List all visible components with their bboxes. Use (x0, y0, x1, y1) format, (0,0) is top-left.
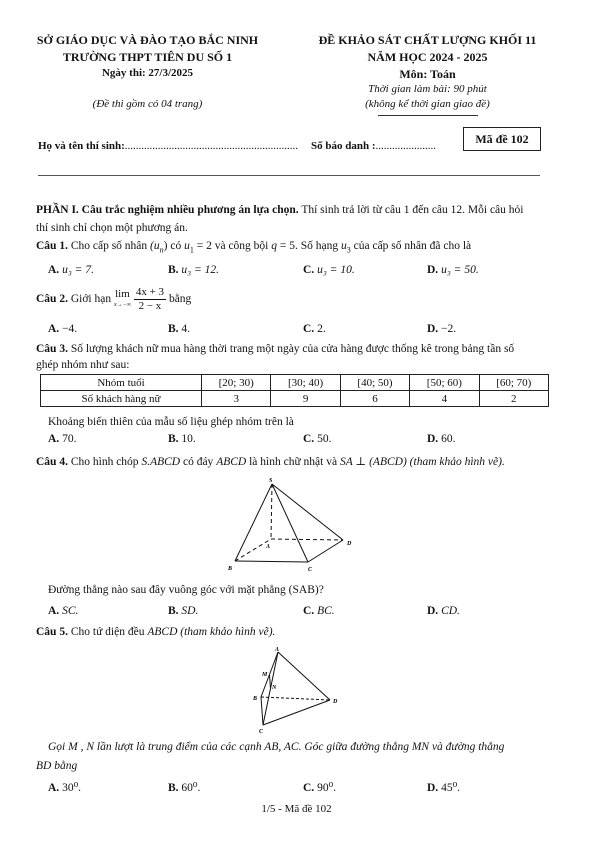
q3-option-d-text: 60. (441, 433, 456, 445)
table-cell: 2 (479, 391, 548, 407)
q4-option-a[interactable] (48, 605, 78, 617)
q5-option-d[interactable] (427, 780, 460, 794)
q1-option-c-key: C. (303, 264, 315, 276)
q4-option-b-text: SD. (181, 605, 199, 617)
q4-option-d-text: CD. (441, 605, 460, 617)
q1-stem (36, 240, 471, 254)
q2-text-2: bằng (166, 293, 192, 306)
q2-fraction (134, 286, 166, 313)
q4-number: Câu 4. (36, 456, 68, 468)
q4-text-3: là hình chữ nhật và (246, 456, 340, 468)
part1-instr-1: Thí sinh trả lời từ câu 1 đến câu 12. Mỗi câu hỏi (298, 204, 524, 216)
q3-option-b[interactable] (168, 433, 196, 445)
header-rule (38, 175, 540, 176)
edge-CD (263, 700, 330, 725)
student-id-label: Số báo danh : (311, 140, 376, 152)
q5-option-b-text: 60⁰. (181, 782, 201, 794)
tetrahedron-figure (245, 645, 345, 735)
q1-u1-sub: 1 (189, 245, 194, 255)
q5-text-1: Cho tứ diện đều (67, 626, 148, 638)
page-footer: 1/5 - Mã đề 102 (261, 803, 332, 815)
q2-option-d-key: D. (427, 323, 439, 335)
table-cell: 4 (410, 391, 479, 407)
q4-text-2: có đáy (180, 456, 217, 468)
q2-lim-sub: x→−∞ (113, 301, 131, 308)
q2-numerator: 4x + 3 (135, 286, 165, 298)
table-cell: Số khách hàng nữ (41, 391, 202, 407)
label-M: M (262, 672, 268, 678)
table-cell: [30; 40) (271, 375, 340, 391)
q3-option-b-key: B. (168, 433, 179, 445)
q3-option-d[interactable] (427, 433, 455, 445)
q1-option-c[interactable] (303, 264, 355, 276)
edge-AD (271, 539, 343, 540)
q1-option-a[interactable] (48, 264, 94, 276)
q5-option-c[interactable] (303, 780, 336, 794)
table-row (41, 375, 549, 391)
q2-option-d[interactable] (427, 323, 456, 335)
subject: Môn: Toán (399, 67, 456, 81)
q5-option-a-key: A. (48, 782, 60, 794)
q1-text-3: và công bội (211, 240, 272, 252)
table-cell: [20; 30) (202, 375, 271, 391)
q1-q: q (271, 240, 277, 252)
q5-tetrahedron: ABCD (147, 626, 178, 638)
q1-option-b[interactable] (168, 264, 219, 276)
q1-u1-val: = 2 (193, 240, 212, 252)
q4-text-1: Cho hình chóp (67, 456, 142, 468)
q2-option-b-key: B. (168, 323, 179, 335)
q1-option-b-key: B. (168, 264, 179, 276)
q2-option-c-key: C. (303, 323, 315, 335)
q2-option-b-text: 4. (181, 323, 191, 335)
q3-stem-2: ghép nhóm như sau: (36, 359, 130, 371)
q1-u1: u (184, 240, 190, 252)
pyramid-figure (225, 474, 360, 574)
segment-MN (270, 675, 271, 689)
q3-option-c-key: C. (303, 433, 315, 445)
table-cell: [50; 60) (410, 375, 479, 391)
q1-option-a-text: u₃ = 7. (62, 264, 94, 276)
q2-option-a-text: −4. (62, 323, 78, 335)
q1-option-c-text: u₃ = 10. (317, 264, 355, 276)
q3-option-a-key: A. (48, 433, 60, 445)
q3-text-1: Số lượng khách nữ mua hàng thời trang một ngày của cửa hàng được thống kê trong bảng tần số (67, 343, 515, 355)
edge-BC (261, 697, 263, 725)
q1-seq-close: ) (163, 240, 168, 252)
q1-option-a-key: A. (48, 264, 60, 276)
q4-option-b-key: B. (168, 605, 179, 617)
q5-question-1: Gọi M , N lần lượt là trung điểm của các cạnh AB, AC. Góc giữa đường thẳng MN và đường thẳng (48, 741, 505, 753)
student-name-dots: ............................................................... (124, 140, 299, 152)
table-cell: 9 (271, 391, 340, 407)
q5-option-c-key: C. (303, 782, 315, 794)
table-cell: 3 (202, 391, 271, 407)
label-C: C (308, 567, 313, 573)
edge-AD (278, 652, 330, 700)
edge-BD (261, 697, 330, 700)
label-B: B (253, 696, 258, 702)
q3-stem (36, 343, 514, 355)
q2-option-a-key: A. (48, 323, 60, 335)
q1-seq-sub: n (159, 245, 164, 255)
q3-option-d-key: D. (427, 433, 439, 445)
part1-instr-2: thí sinh chỉ chọn một phương án. (36, 222, 188, 234)
table-cell: Nhóm tuổi (41, 375, 202, 391)
q4-option-d-key: D. (427, 605, 439, 617)
q4-option-a-text: SC. (62, 605, 79, 617)
q3-number: Câu 3. (36, 343, 68, 355)
exam-title: ĐỀ KHẢO SÁT CHẤT LƯỢNG KHỐI 11 (318, 33, 537, 47)
edge-CD (308, 540, 343, 562)
label-D: D (333, 699, 338, 705)
q5-option-a-text: 30⁰. (62, 782, 82, 794)
pages-note: (Đề thi gồm có 04 trang) (92, 98, 203, 110)
label-A: A (266, 544, 271, 550)
q5-option-b[interactable] (168, 780, 200, 794)
label-B: B (228, 566, 233, 572)
student-name-line (38, 140, 298, 152)
q4-question: Đường thẳng nào sau đây vuông góc với mặt phẳng (SAB)? (48, 584, 324, 596)
divider (378, 115, 478, 116)
q1-text-4: . Số hạng (295, 240, 341, 252)
q2-lim-word: lim (115, 287, 130, 300)
q2-limit (114, 289, 131, 311)
q3-option-c[interactable] (303, 433, 331, 445)
q2-option-d-text: −2. (441, 323, 457, 335)
q3-option-a-text: 70. (62, 433, 77, 445)
q4-text-4: (tham khảo hình vẽ). (406, 456, 505, 468)
label-D: D (347, 541, 352, 547)
q5-option-d-text: 45⁰. (441, 782, 461, 794)
q3-option-c-text: 50. (317, 433, 332, 445)
exam-time: Thời gian làm bài: 90 phút (368, 83, 487, 95)
q3-option-b-text: 10. (181, 433, 196, 445)
q1-q-val: = 5 (277, 240, 295, 252)
q4-stem (36, 454, 505, 468)
q4-option-b[interactable] (168, 605, 198, 617)
q4-base: ABCD (216, 456, 247, 468)
q5-text-2: (tham khảo hình vẽ). (177, 626, 276, 638)
q5-option-b-key: B. (168, 782, 179, 794)
label-S: S (269, 478, 273, 484)
label-N: N (272, 685, 277, 691)
q2-stem (36, 286, 191, 313)
q1-u3-sub: 3 (346, 245, 351, 255)
exam-time-note: (không kể thời gian giao đề) (365, 98, 490, 110)
school-year: NĂM HỌC 2024 - 2025 (367, 50, 488, 64)
q3-option-a[interactable] (48, 433, 76, 445)
school-name: TRƯỜNG THPT TIÊN DU SỐ 1 (62, 50, 233, 64)
q5-option-d-key: D. (427, 782, 439, 794)
q4-option-c-text: BC. (317, 605, 335, 617)
student-id-line (311, 140, 436, 152)
edge-SD (272, 484, 343, 540)
q1-number: Câu 1. (36, 240, 68, 252)
q5-option-c-text: 90⁰. (317, 782, 337, 794)
q1-text-5: của cấp số nhân đã cho là (350, 240, 472, 252)
table-row (41, 391, 549, 407)
part1-title: PHẦN I. Câu trắc nghiệm nhiều phương án lựa chọn. (36, 204, 299, 216)
q1-option-d[interactable] (427, 264, 479, 276)
table-cell: [40; 50) (340, 375, 409, 391)
q4-option-c-key: C. (303, 605, 315, 617)
q5-question-2: BD bằng (36, 760, 78, 772)
q5-stem (36, 626, 275, 638)
table-cell: 6 (340, 391, 409, 407)
q1-option-d-key: D. (427, 264, 439, 276)
q1-option-b-text: u₃ = 12. (181, 264, 220, 276)
exam-code-box: Mã đề 102 (463, 127, 541, 151)
q4-option-a-key: A. (48, 605, 60, 617)
q4-condition: SA ⊥ (ABCD) (339, 456, 407, 468)
q2-option-c[interactable] (303, 323, 326, 335)
label-A: A (275, 647, 280, 653)
q3-question: Khoảng biến thiên của mẫu số liệu ghép nhóm trên là (48, 416, 294, 428)
student-id-dots: ...................... (375, 140, 437, 152)
q2-option-b[interactable] (168, 323, 190, 335)
frequency-table (40, 374, 549, 407)
q2-option-a[interactable] (48, 323, 77, 335)
q1-seq: (u (150, 240, 160, 252)
student-name-label: Họ và tên thí sinh: (38, 140, 125, 152)
q1-text-2: có (167, 240, 185, 252)
exam-date: Ngày thi: 27/3/2025 (101, 67, 194, 79)
q2-text-1: Giới hạn (67, 293, 114, 306)
dept-name: SỞ GIÁO DỤC VÀ ĐÀO TẠO BẮC NINH (36, 33, 259, 47)
q5-option-a[interactable] (48, 780, 81, 794)
q2-denominator: 2 − x (138, 300, 162, 312)
edge-SA (271, 484, 272, 539)
q4-option-c[interactable] (303, 605, 335, 617)
q2-option-c-text: 2. (317, 323, 326, 335)
q2-number: Câu 2. (36, 293, 68, 306)
q5-number: Câu 5. (36, 626, 68, 638)
q1-u3: u (341, 240, 347, 252)
label-C: C (259, 729, 264, 735)
part1-instructions (36, 204, 523, 216)
q1-option-d-text: u₃ = 50. (441, 264, 479, 276)
edge-BC (235, 561, 308, 562)
q4-pyramid: S.ABCD (141, 456, 181, 468)
table-cell: [60; 70) (479, 375, 548, 391)
q1-text-1: Cho cấp số nhân (67, 240, 151, 252)
q4-option-d[interactable] (427, 605, 460, 617)
edge-SC (272, 484, 308, 562)
